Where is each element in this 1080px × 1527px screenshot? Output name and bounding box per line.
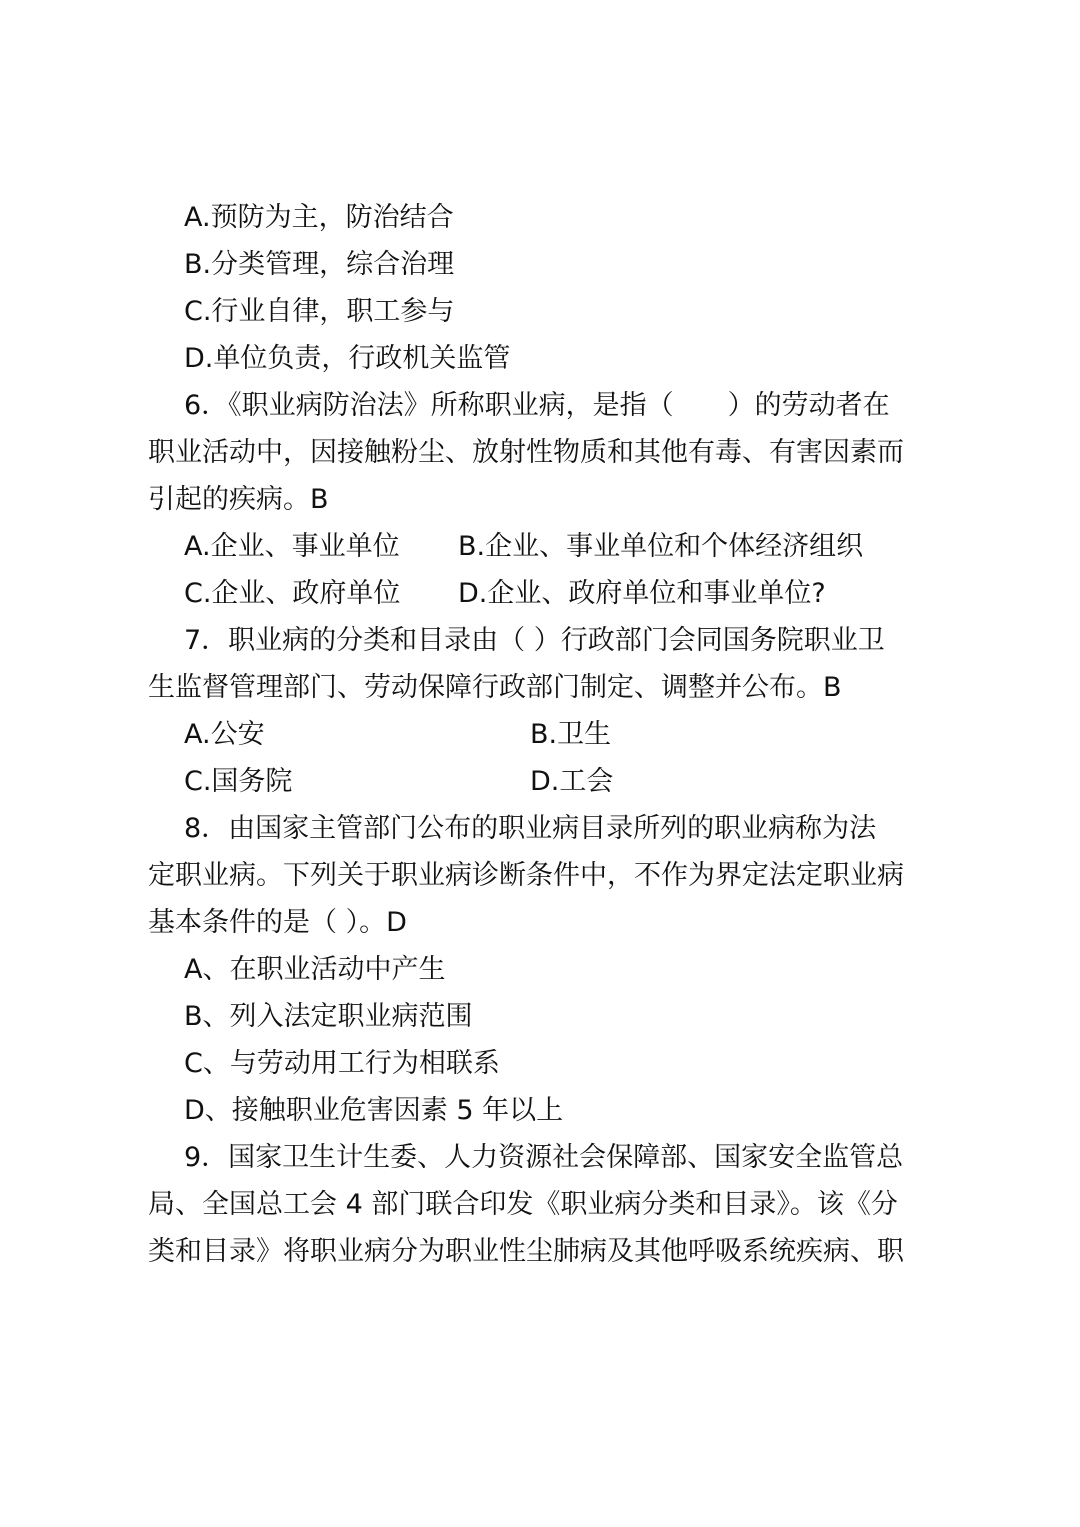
q5-option-d: D.单位负责，行政机关监管 (184, 343, 511, 374)
q8-option-a: A、在职业活动中产生 (184, 954, 446, 985)
q8-stem-line-3: 基本条件的是（ ）。D (148, 907, 407, 938)
q8-option-d: D、接触职业危害因素 5 年以上 (184, 1095, 564, 1126)
q5-option-b: B.分类管理，综合治理 (184, 249, 455, 280)
q6-options-row-2 (148, 570, 948, 617)
q5-option-c: C.行业自律，职工参与 (184, 296, 455, 327)
q9-stem-line-2: 局、全国总工会 4 部门联合印发《职业病分类和目录》。该《分 (148, 1189, 898, 1220)
q6-stem-line-1: 6．《职业病防治法》所称职业病，是指（ ）的劳动者在 (184, 390, 890, 421)
q6-option-c: C.企业、政府单位 (184, 578, 401, 609)
q8-option-c: C、与劳动用工行为相联系 (184, 1048, 500, 1079)
q9-stem-line-3: 类和目录》将职业病分为职业性尘肺病及其他呼吸系统疾病、职 (148, 1236, 904, 1267)
q7-option-d: D.工会 (530, 766, 614, 797)
q7-stem-line-1: 7．职业病的分类和目录由（ ）行政部门会同国务院职业卫 (184, 625, 885, 656)
q5-option-a: A.预防为主，防治结合 (184, 202, 454, 233)
q6-stem-line-3: 引起的疾病。B (148, 484, 329, 515)
q6-stem-line-2: 职业活动中，因接触粉尘、放射性物质和其他有毒、有害因素而 (148, 437, 904, 468)
q6-option-a: A.企业、事业单位 (184, 531, 400, 562)
q8-stem-line-1: 8．由国家主管部门公布的职业病目录所列的职业病称为法 (184, 813, 877, 844)
q6-option-d: D.企业、政府单位和事业单位? (458, 578, 826, 609)
question-text-body (148, 194, 948, 1275)
q6-options-row-1 (148, 523, 948, 570)
q7-options-row-2 (148, 758, 948, 805)
q8-option-b: B、列入法定职业病范围 (184, 1001, 473, 1032)
q8-stem-line-2: 定职业病。下列关于职业病诊断条件中，不作为界定法定职业病 (148, 860, 904, 891)
q7-option-b: B.卫生 (530, 719, 612, 750)
q9-stem-line-1: 9．国家卫生计生委、人力资源社会保障部、国家安全监管总 (184, 1142, 904, 1173)
q7-stem-line-2: 生监督管理部门、劳动保障行政部门制定、调整并公布。B (148, 672, 842, 703)
q7-options-row-1 (148, 711, 948, 758)
q7-option-c: C.国务院 (184, 766, 293, 797)
q7-option-a: A.公安 (184, 719, 265, 750)
q6-option-b: B.企业、事业单位和个体经济组织 (458, 531, 864, 562)
